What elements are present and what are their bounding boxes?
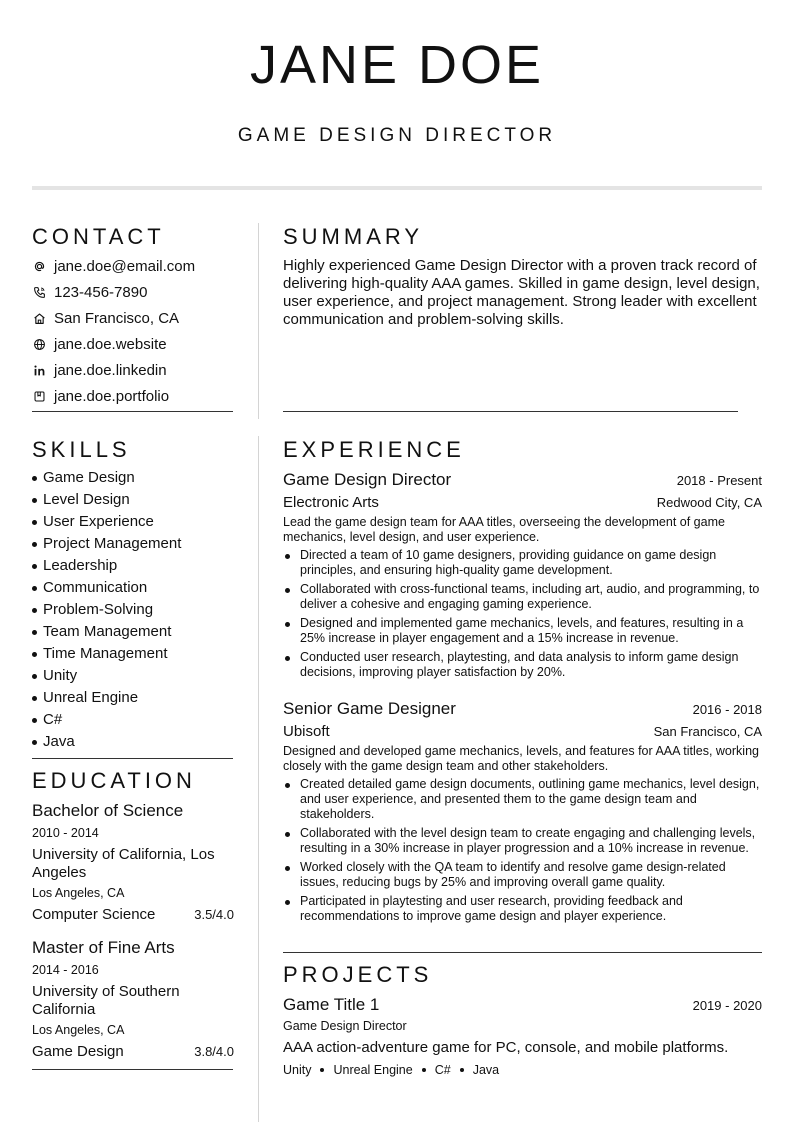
experience-divider [283,952,762,953]
project-role: Game Design Director [283,1019,407,1033]
education-years: 2010 - 2014 [32,826,99,840]
job-bullet-text: Designed and implemented game mechanics, levels, and features, resulting in a 25% increase in player engagement and a 15% increase in revenue. [300,616,744,645]
bullet-dot [32,542,37,547]
job-company: Electronic Arts [283,494,379,511]
skill-item [32,577,234,599]
skill-label: Leadership [43,557,118,574]
skills-divider [32,758,233,759]
experience-entry [283,469,762,684]
job-bullet [283,616,762,646]
job-bullet [283,826,762,856]
education-entry [32,937,234,1062]
contact-location-text: San Francisco, CA [54,309,180,327]
contact-divider [32,411,233,412]
project-header [283,994,762,1016]
skill-label: C# [43,711,63,728]
skill-item [32,511,234,533]
job-company-row [283,493,762,513]
skill-label: Project Management [43,535,182,552]
experience-section-title: EXPERIENCE [283,437,465,462]
job-dates: 2018 - Present [676,473,762,488]
bullet-dot [32,586,37,591]
bullet-dot [285,866,290,871]
contact-email[interactable] [32,253,234,279]
home-icon [32,311,46,325]
education-field: Game Design [32,1043,124,1060]
skill-item [32,533,234,555]
contact-section-title: CONTACT [32,224,165,249]
project-dates: 2019 - 2020 [692,998,762,1013]
skill-label: Unity [43,667,78,684]
skill-label: Time Management [43,645,168,662]
job-description: Lead the game design team for AAA titles, overseeing the development of game mechanics, level design, and user experience. [283,515,725,544]
job-bullet-text: Directed a team of 10 game designers, providing guidance on game design principles, and ensuring high-quality game development. [300,548,717,577]
job-bullet-text: Participated in playtesting and user research, providing feedback and recommendations to improve game design and player experience. [300,894,683,923]
job-dates: 2016 - 2018 [692,702,762,717]
contact-email-text: jane.doe@email.com [54,257,196,275]
education-field: Computer Science [32,906,156,923]
education-gpa: 3.8/4.0 [194,1044,234,1059]
project-entry [283,994,762,1078]
bullet-dot [285,588,290,593]
bullet-dot [285,783,290,788]
skill-item [32,643,234,665]
job-bullets [283,777,762,924]
education-entry [32,800,234,925]
column-divider-top [258,223,259,419]
bullet-dot [32,696,37,701]
contact-portfolio[interactable] [32,383,234,409]
summary-divider [283,411,738,412]
job-bullet-text: Created detailed game design documents, outlining game mechanics, level design, and user experience, and presented them to the game design team and stakeholders. [300,777,760,821]
bullet-dot [32,718,37,723]
job-bullet-text: Worked closely with the QA team to identify and resolve game design-related issues, reducing bugs by 25% and improving overall game quality. [300,860,726,889]
education-field-row [32,1042,234,1062]
skill-item [32,731,234,753]
projects-section-title: PROJECTS [283,962,433,987]
education-degree: Master of Fine Arts [32,938,175,957]
contact-website-text: jane.doe.website [54,335,167,353]
contact-portfolio-text: jane.doe.portfolio [54,387,170,405]
job-bullet [283,548,762,578]
project-tag: C# [434,1063,451,1077]
job-bullet-text: Conducted user research, playtesting, and data analysis to inform game design decisions, improving player satisfaction by 20%. [300,650,739,679]
job-description: Designed and developed game mechanics, levels, and features for AAA titles, working closely with the game design team and other stakeholders. [283,744,759,773]
job-bullets [283,548,762,680]
summary-section-title: SUMMARY [283,224,424,249]
skill-item [32,665,234,687]
bullet-dot [32,630,37,635]
contact-phone[interactable] [32,279,234,305]
job-company-row [283,722,762,742]
education-section-title: EDUCATION [32,768,196,793]
job-title: Senior Game Designer [283,699,456,718]
bullet-dot [285,900,290,905]
skill-label: User Experience [43,513,154,530]
skill-label: Java [43,733,75,750]
skill-item [32,467,234,489]
project-tags [283,1062,762,1078]
bullet-dot [32,652,37,657]
experience-entry [283,698,762,928]
contact-linkedin-text: jane.doe.linkedin [54,361,167,379]
job-location: San Francisco, CA [653,724,762,739]
job-location: Redwood City, CA [656,495,762,510]
job-bullet [283,894,762,924]
contact-linkedin[interactable] [32,357,234,383]
bullet-dot [285,656,290,661]
tag-separator-dot [460,1068,464,1072]
education-degree: Bachelor of Science [32,801,184,820]
education-school: University of Southern California [32,983,180,1018]
bullet-dot [285,832,290,837]
skill-label: Level Design [43,491,130,508]
portfolio-icon [32,389,46,403]
job-bullet [283,860,762,890]
tag-separator-dot [320,1068,324,1072]
skill-label: Unreal Engine [43,689,139,706]
tag-separator-dot [422,1068,426,1072]
skill-item [32,687,234,709]
bullet-dot [32,740,37,745]
skill-label: Team Management [43,623,172,640]
summary-text: Highly experienced Game Design Director with a proven track record of delivering high-quality AAA games. Skilled in game design, level design, user experience, and project management. Strong leader with excellent communication and problem-solving skills. [283,257,760,328]
bullet-dot [32,564,37,569]
education-divider [32,1069,233,1070]
globe-icon [32,337,46,351]
skills-section-title: SKILLS [32,437,131,462]
header-divider [32,186,762,190]
education-years: 2014 - 2016 [32,963,99,977]
bullet-dot [285,554,290,559]
bullet-dot [285,622,290,627]
education-location: Los Angeles, CA [32,1023,125,1037]
bullet-dot [32,608,37,613]
phone-icon [32,285,46,299]
job-bullet [283,650,762,680]
bullet-dot [32,520,37,525]
education-location: Los Angeles, CA [32,886,125,900]
contact-location [32,305,234,331]
project-tag: Unity [283,1063,312,1077]
skill-item [32,621,234,643]
contact-phone-text: 123-456-7890 [54,283,148,301]
column-divider-bottom [258,436,259,1122]
skill-label: Communication [43,579,148,596]
job-bullet [283,777,762,822]
bullet-dot [32,498,37,503]
skill-item [32,709,234,731]
skill-label: Game Design [43,469,135,486]
role-title: GAME DESIGN DIRECTOR [237,125,557,146]
job-header [283,698,762,720]
job-bullet [283,582,762,612]
skill-item [32,489,234,511]
contact-list [32,253,234,409]
project-title: Game Title 1 [283,995,380,1014]
name-heading: JANE DOE [249,35,545,95]
bullet-dot [32,674,37,679]
job-bullet-text: Collaborated with the level design team to create engaging and challenging levels, resulting in a 30% increase in player progression and a 10% increase in revenue. [300,826,756,855]
job-bullet-text: Collaborated with cross-functional teams, including art, audio, and programming, to deliver a cohesive and engaging gaming experience. [300,582,760,611]
project-description: AAA action-adventure game for PC, console, and mobile platforms. [283,1039,729,1056]
at-icon [32,259,46,273]
job-header [283,469,762,491]
skill-label: Problem-Solving [43,601,154,618]
project-tag: Unreal Engine [333,1063,413,1077]
job-company: Ubisoft [283,723,330,740]
project-tag: Java [472,1063,500,1077]
bullet-dot [32,476,37,481]
education-gpa: 3.5/4.0 [194,907,234,922]
job-title: Game Design Director [283,470,452,489]
skill-item [32,555,234,577]
skills-list [32,467,234,753]
skill-item [32,599,234,621]
linkedin-icon [32,363,46,377]
education-field-row [32,905,234,925]
contact-website[interactable] [32,331,234,357]
education-school: University of California, Los Angeles [32,846,215,881]
